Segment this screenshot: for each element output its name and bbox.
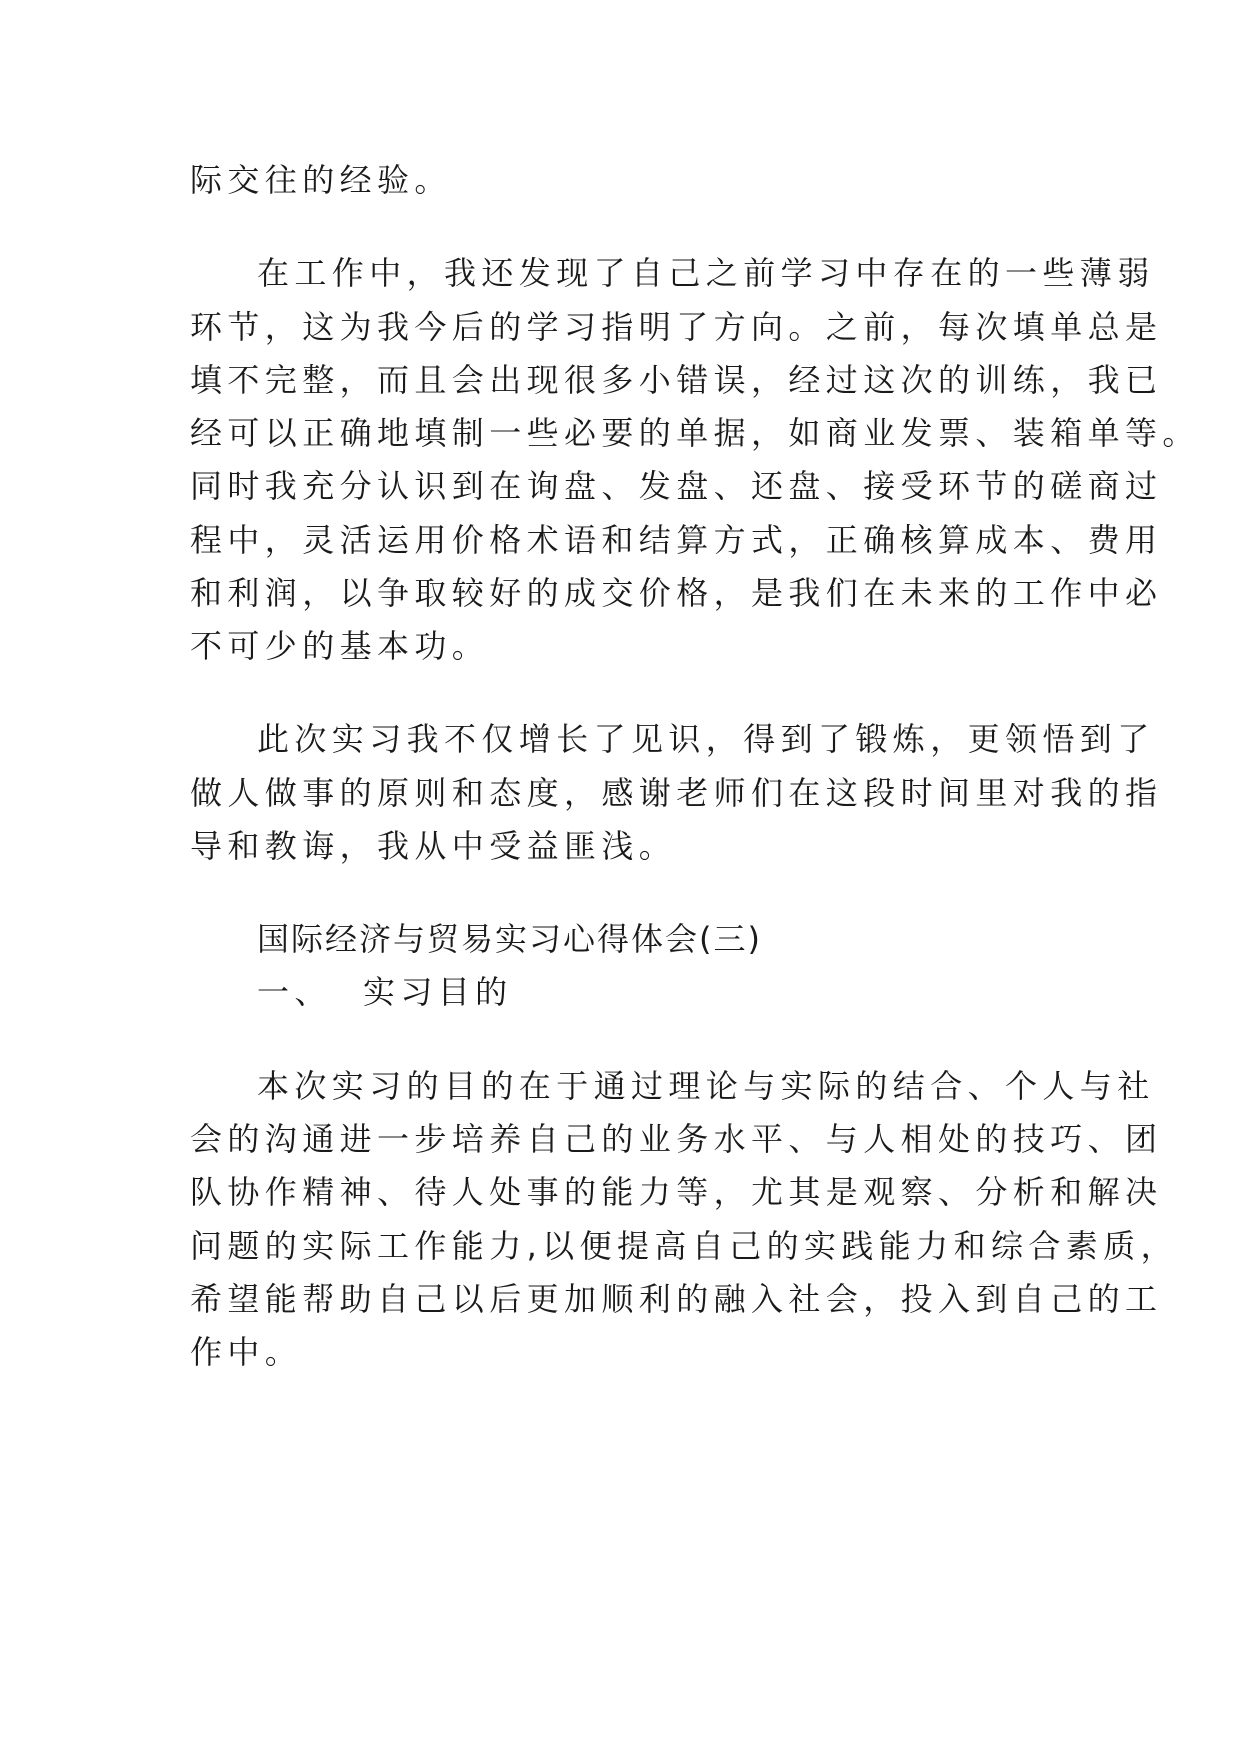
paragraph-line: 希望能帮助自己以后更加顺利的融入社会，投入到自己的工 [190,1280,1163,1318]
paragraph-line: 本次实习的目的在于通过理论与实际的结合、个人与社 [257,1067,1155,1105]
paragraph-line: 程中，灵活运用价格术语和结算方式，正确核算成本、费用 [190,521,1163,559]
section-title: 国际经济与贸易实习心得体会(三) [257,920,762,958]
paragraph-line: 环节，这为我今后的学习指明了方向。之前，每次填单总是 [190,308,1163,346]
paragraph-line: 问题的实际工作能力,以便提高自己的实践能力和综合素质， [190,1227,1178,1265]
paragraph-line: 队协作精神、待人处事的能力等，尤其是观察、分析和解决 [190,1173,1163,1211]
paragraph-line: 做人做事的原则和态度，感谢老师们在这段时间里对我的指 [190,774,1163,812]
section-heading: 一、 实习目的 [257,973,513,1011]
paragraph-line: 经可以正确地填制一些必要的单据，如商业发票、装箱单等。 [190,414,1200,452]
paragraph-line: 在工作中，我还发现了自己之前学习中存在的一些薄弱 [257,254,1155,292]
paragraph-line: 和利润，以争取较好的成交价格，是我们在未来的工作中必 [190,574,1163,612]
paragraph-line: 此次实习我不仅增长了见识，得到了锻炼，更领悟到了 [257,720,1155,758]
paragraph-line: 际交往的经验。 [190,161,452,199]
paragraph-line: 作中。 [190,1333,303,1371]
paragraph-line: 导和教诲，我从中受益匪浅。 [190,827,677,865]
paragraph-line: 同时我充分认识到在询盘、发盘、还盘、接受环节的磋商过 [190,467,1163,505]
paragraph-line: 会的沟通进一步培养自己的业务水平、与人相处的技巧、团 [190,1120,1163,1158]
paragraph-line: 填不完整，而且会出现很多小错误，经过这次的训练，我已 [190,361,1163,399]
paragraph-line: 不可少的基本功。 [190,627,490,665]
